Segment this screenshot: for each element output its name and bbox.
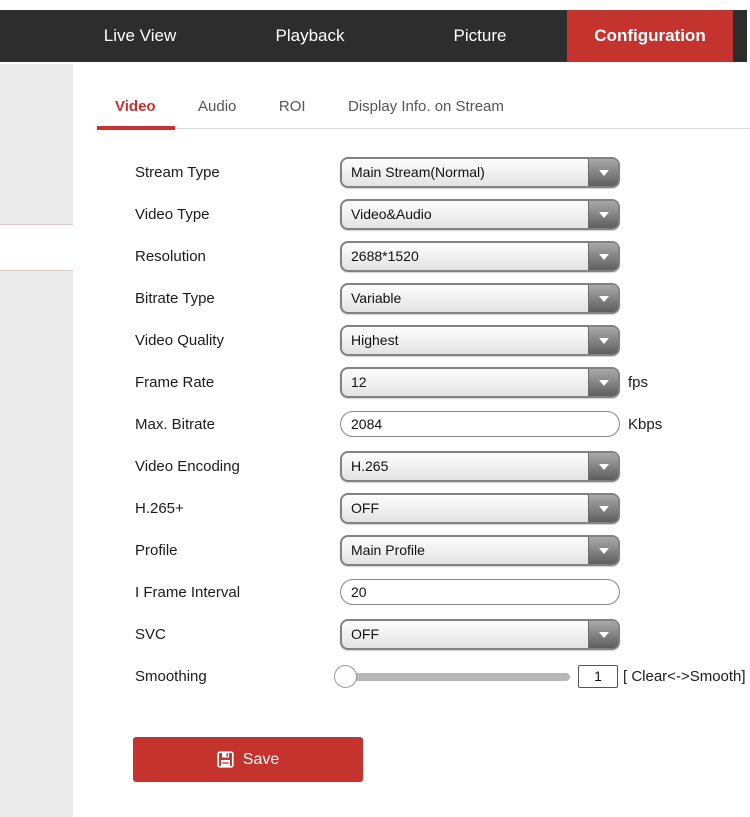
form-row-frame-rate bbox=[135, 367, 745, 398]
bitrate-type-value: Variable bbox=[351, 290, 402, 306]
subtab-bar bbox=[73, 92, 750, 122]
h265-plus-label: H.265+ bbox=[135, 500, 184, 517]
video-type-label: Video Type bbox=[135, 206, 210, 223]
smoothing-slider-track[interactable] bbox=[347, 673, 570, 681]
video-type-value: Video&Audio bbox=[351, 206, 432, 222]
chevron-down-icon[interactable] bbox=[588, 495, 618, 522]
frame-rate-label: Frame Rate bbox=[135, 374, 215, 391]
tab-display-info-on-stream[interactable]: Display Info. on Stream bbox=[347, 98, 504, 115]
chevron-down-icon[interactable] bbox=[588, 243, 618, 270]
nav-tab-picture[interactable]: Picture bbox=[453, 26, 507, 45]
top-nav-bar bbox=[0, 10, 747, 62]
form-row-h265-plus bbox=[135, 493, 745, 524]
form-row-video-encoding bbox=[135, 451, 745, 482]
stream-type-label: Stream Type bbox=[135, 164, 220, 181]
chevron-down-icon[interactable] bbox=[588, 201, 618, 228]
video-settings-panel bbox=[73, 62, 750, 817]
h265-plus-value: OFF bbox=[351, 500, 379, 516]
max-bitrate-label: Max. Bitrate bbox=[135, 416, 216, 433]
svc-value: OFF bbox=[351, 626, 379, 642]
chevron-down-icon[interactable] bbox=[588, 159, 618, 186]
bitrate-type-label: Bitrate Type bbox=[135, 290, 215, 307]
form-row-svc bbox=[135, 619, 745, 650]
form-row-video-quality bbox=[135, 325, 745, 356]
nav-tab-configuration[interactable]: Configuration bbox=[567, 10, 733, 62]
i-frame-interval-input[interactable] bbox=[340, 579, 620, 605]
chevron-down-icon[interactable] bbox=[588, 327, 618, 354]
form-row-bitrate-type bbox=[135, 283, 745, 314]
stream-type-select[interactable] bbox=[340, 157, 620, 188]
video-quality-value: Highest bbox=[351, 332, 399, 348]
video-encoding-select[interactable] bbox=[340, 451, 620, 482]
chevron-down-icon[interactable] bbox=[588, 285, 618, 312]
tab-roi[interactable]: ROI bbox=[278, 98, 306, 115]
video-encoding-value: H.265 bbox=[351, 458, 389, 474]
smoothing-slider-handle[interactable] bbox=[334, 665, 357, 688]
video-settings-form bbox=[135, 157, 745, 703]
profile-value: Main Profile bbox=[351, 542, 425, 558]
tab-audio[interactable]: Audio bbox=[198, 98, 237, 115]
chevron-down-icon[interactable] bbox=[588, 453, 618, 480]
form-row-profile bbox=[135, 535, 745, 566]
chevron-down-icon[interactable] bbox=[588, 369, 618, 396]
resolution-select[interactable] bbox=[340, 241, 620, 272]
save-button-label: Save bbox=[242, 750, 280, 768]
resolution-label: Resolution bbox=[135, 248, 206, 265]
frame-rate-select[interactable] bbox=[340, 367, 620, 398]
svc-select[interactable] bbox=[340, 619, 620, 650]
sidebar-selected-item[interactable] bbox=[0, 224, 73, 271]
profile-label: Profile bbox=[135, 542, 178, 559]
video-quality-select[interactable] bbox=[340, 325, 620, 356]
fps-unit-label: fps bbox=[628, 374, 649, 391]
chevron-down-icon[interactable] bbox=[588, 537, 618, 564]
frame-rate-value: 12 bbox=[351, 374, 367, 390]
i-frame-interval-label: I Frame Interval bbox=[135, 584, 241, 601]
chevron-down-icon[interactable] bbox=[588, 621, 618, 648]
nav-tab-playback[interactable]: Playback bbox=[275, 26, 345, 45]
smoothing-value-box: 1 bbox=[578, 665, 618, 688]
video-quality-label: Video Quality bbox=[135, 332, 224, 349]
form-row-resolution bbox=[135, 241, 745, 272]
form-row-i-frame-interval bbox=[135, 577, 745, 608]
form-row-stream-type bbox=[135, 157, 745, 188]
resolution-value: 2688*1520 bbox=[351, 248, 419, 264]
floppy-disk-icon bbox=[217, 751, 234, 768]
kbps-unit-label: Kbps bbox=[628, 416, 663, 433]
profile-select[interactable] bbox=[340, 535, 620, 566]
svc-label: SVC bbox=[135, 626, 166, 643]
subtab-divider bbox=[97, 128, 750, 129]
form-row-smoothing bbox=[135, 661, 745, 692]
bitrate-type-select[interactable] bbox=[340, 283, 620, 314]
smoothing-label: Smoothing bbox=[135, 668, 207, 685]
h265-plus-select[interactable] bbox=[340, 493, 620, 524]
max-bitrate-input[interactable] bbox=[340, 411, 620, 437]
video-type-select[interactable] bbox=[340, 199, 620, 230]
video-encoding-label: Video Encoding bbox=[135, 458, 240, 475]
form-row-video-type bbox=[135, 199, 745, 230]
stream-type-value: Main Stream(Normal) bbox=[351, 164, 485, 180]
save-button[interactable] bbox=[133, 737, 363, 782]
tab-video[interactable]: Video bbox=[115, 98, 156, 115]
nav-tab-live-view[interactable]: Live View bbox=[103, 26, 177, 45]
sidebar bbox=[0, 64, 73, 817]
active-tab-underline bbox=[97, 126, 175, 130]
smoothing-hint-label: [ Clear<->Smooth] bbox=[623, 668, 746, 685]
form-row-max-bitrate bbox=[135, 409, 745, 440]
